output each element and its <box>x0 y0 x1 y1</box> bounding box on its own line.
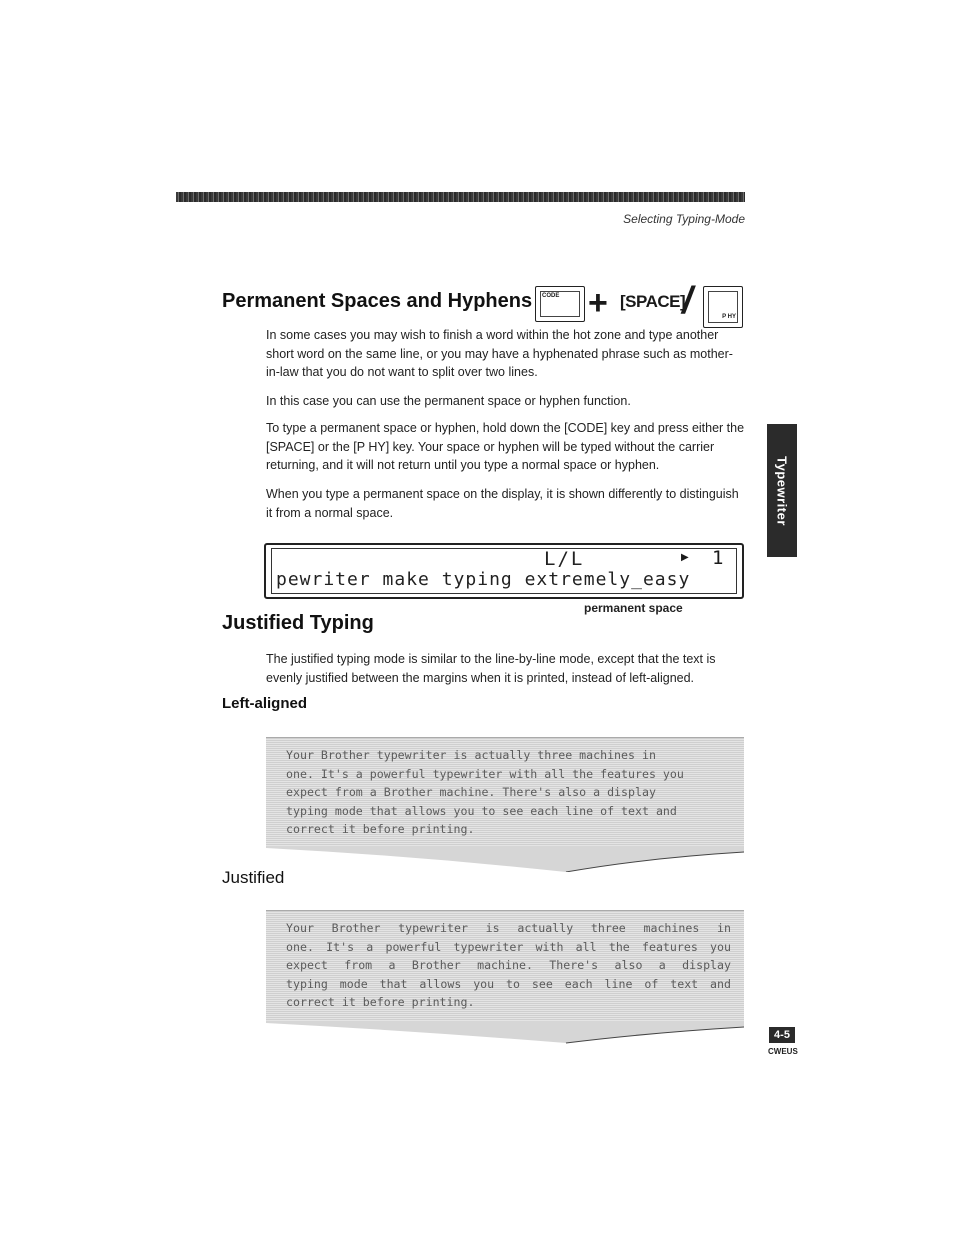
display-mode-indicator: L/L <box>544 548 585 570</box>
sample-line: Your Brother typewriter is actually three machines in <box>286 921 731 935</box>
plus-icon: + <box>588 284 608 322</box>
code-key-icon <box>535 286 585 322</box>
running-head: Selecting Typing-Mode <box>623 212 745 226</box>
section-title-permanent: Permanent Spaces and Hyphens <box>222 290 533 312</box>
left-aligned-heading: Left-aligned <box>222 695 307 712</box>
paragraph-how-to: To type a permanent space or hyphen, hold down the [CODE] key and press either the [SPACE] or the [P HY] key. Your space or hyphen will be typed without the carrier returning, and it will not return until you type a normal space or hyphen. <box>266 421 745 472</box>
lcd-display <box>264 543 744 599</box>
space-key-label: [SPACE] <box>620 292 686 311</box>
page-number: 4-5 <box>769 1027 795 1043</box>
justified-heading: Justified <box>222 868 285 887</box>
sample-line: typing mode that allows you to see each line of text and <box>286 976 731 991</box>
display-text-line: pewriter make typing extremely_easy <box>276 569 691 590</box>
header-rule <box>176 192 745 202</box>
p-hy-key-icon <box>703 286 743 328</box>
paragraph-use-function: In this case you can use the permanent space or hyphen function. <box>266 394 631 408</box>
sample-line: one. It's a powerful typewriter with all the features you <box>286 766 684 781</box>
paper-curl-a <box>266 846 744 872</box>
sample-line: one. It's a powerful typewriter with all the features you <box>286 939 731 954</box>
side-tab-typewriter <box>767 424 797 557</box>
left-aligned-sample <box>266 737 744 848</box>
sample-line: typing mode that allows you to see each line of text and <box>286 803 677 818</box>
section-title-justified: Justified Typing <box>222 612 374 634</box>
sample-line: Your Brother typewriter is actually three machines in <box>286 748 656 762</box>
display-line-number: 1 <box>712 547 724 569</box>
sample-line: correct it before printing. <box>286 822 475 836</box>
sample-line: expect from a Brother machine. There's also a display <box>286 958 731 972</box>
sample-line: expect from a Brother machine. There's also a display <box>286 785 656 799</box>
display-caption: permanent space <box>584 601 683 615</box>
code-key-label: CODE <box>542 293 560 299</box>
display-arrow-icon: ▶ <box>681 552 689 563</box>
slash-icon: / <box>682 280 693 322</box>
paragraph-display-note: When you type a permanent space on the display, it is shown differently to distinguish it from a normal space. <box>266 487 739 520</box>
sample-line: correct it before printing. <box>286 995 475 1009</box>
p-hy-key-label: P HY <box>722 314 736 320</box>
paragraph-intro: In some cases you may wish to finish a word within the hot zone and type another short word on the same line, or you may have a hyphenated phrase such as mother-in-law that you do not want to split over two lines. <box>266 328 733 379</box>
paragraph-justified-intro: The justified typing mode is similar to the line-by-line mode, except that the text is evenly justified between the margins when it is printed, instead of left-aligned. <box>266 652 716 685</box>
doc-code: CWEUS <box>768 1047 798 1056</box>
side-tab-label: Typewriter <box>774 455 790 526</box>
justified-sample <box>266 910 744 1023</box>
paper-curl-b <box>266 1021 744 1045</box>
